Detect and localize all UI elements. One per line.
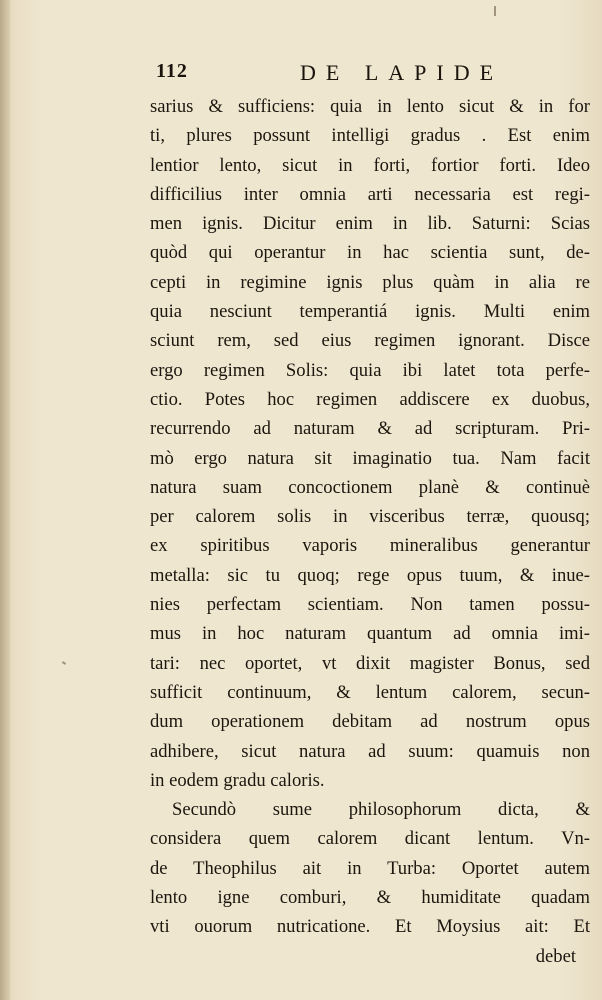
text-line: dum operationem debitam ad nostrum opus: [150, 711, 590, 733]
text-line: considera quem calorem dicant lentum. Vn-: [150, 828, 590, 850]
text-line: nies perfectam scientiam. Non tamen possu-: [150, 594, 590, 616]
text-line: ergo regimen Solis: quia ibi latet tota perfe-: [150, 359, 590, 381]
text-line: sciunt rem, sed eius regimen ignorant. Disce: [150, 330, 590, 352]
text-line: mus in hoc naturam quantum ad omnia imi-: [150, 623, 590, 645]
page-number: 112: [156, 60, 188, 82]
text-line: natura suam concoctionem planè & continuè: [150, 476, 590, 498]
text-line: per calorem solis in visceribus terræ, quousq;: [150, 506, 590, 528]
ink-speck: [494, 6, 496, 16]
text-line: sarius & sufficiens: quia in lento sicut & in for: [150, 96, 590, 117]
text-line: tari: nec oportet, vt dixit magister Bonus, sed: [150, 652, 590, 674]
text-line: lentior lento, sicut in forti, fortior forti. Ideo: [150, 154, 590, 176]
text-line: mò ergo natura sit imaginatio tua. Nam facit: [150, 447, 590, 469]
text-line: metalla: sic tu quoq; rege opus tuum, & inue-: [150, 564, 590, 586]
text-line: difficilius inter omnia arti necessaria est regi-: [150, 183, 590, 205]
text-line: ctio. Potes hoc regimen addiscere ex duobus,: [150, 388, 590, 410]
text-line: recurrendo ad naturam & ad scripturam. Pri-: [150, 418, 590, 440]
text-line: ex spiritibus vaporis mineralibus generantur: [150, 535, 590, 557]
body-text: [150, 92, 590, 971]
text-line: sufficit continuum, & lentum calorem, secun-: [150, 681, 590, 703]
text-line: ti, plures possunt intelligi gradus . Est enim: [150, 125, 590, 147]
page-header: [150, 60, 590, 90]
gutter-shadow: [0, 0, 10, 1000]
text-line: in eodem gradu caloris.: [150, 769, 325, 791]
text-line: lento igne comburi, & humiditate quadam: [150, 887, 590, 909]
text-line: men ignis. Dicitur enim in lib. Saturni: Scias: [150, 213, 590, 235]
catchword: debet: [535, 945, 576, 967]
text-line: Secundò sume philosophorum dicta, &: [172, 799, 590, 821]
text-line: quia nesciunt temperantiá ignis. Multi enim: [150, 301, 590, 323]
text-line: de Theophilus ait in Turba: Oportet autem: [150, 857, 590, 879]
text-line: cepti in regimine ignis plus quàm in alia re: [150, 271, 590, 293]
text-line: quòd qui operantur in hac scientia sunt, de-: [150, 242, 590, 264]
running-head: DE LAPIDE: [300, 60, 504, 85]
text-line: vti ouorum nutricatione. Et Moysius ait: Et: [150, 916, 590, 938]
text-line: adhibere, sicut natura ad suum: quamuis non: [150, 740, 590, 762]
ink-speck: [62, 661, 66, 665]
